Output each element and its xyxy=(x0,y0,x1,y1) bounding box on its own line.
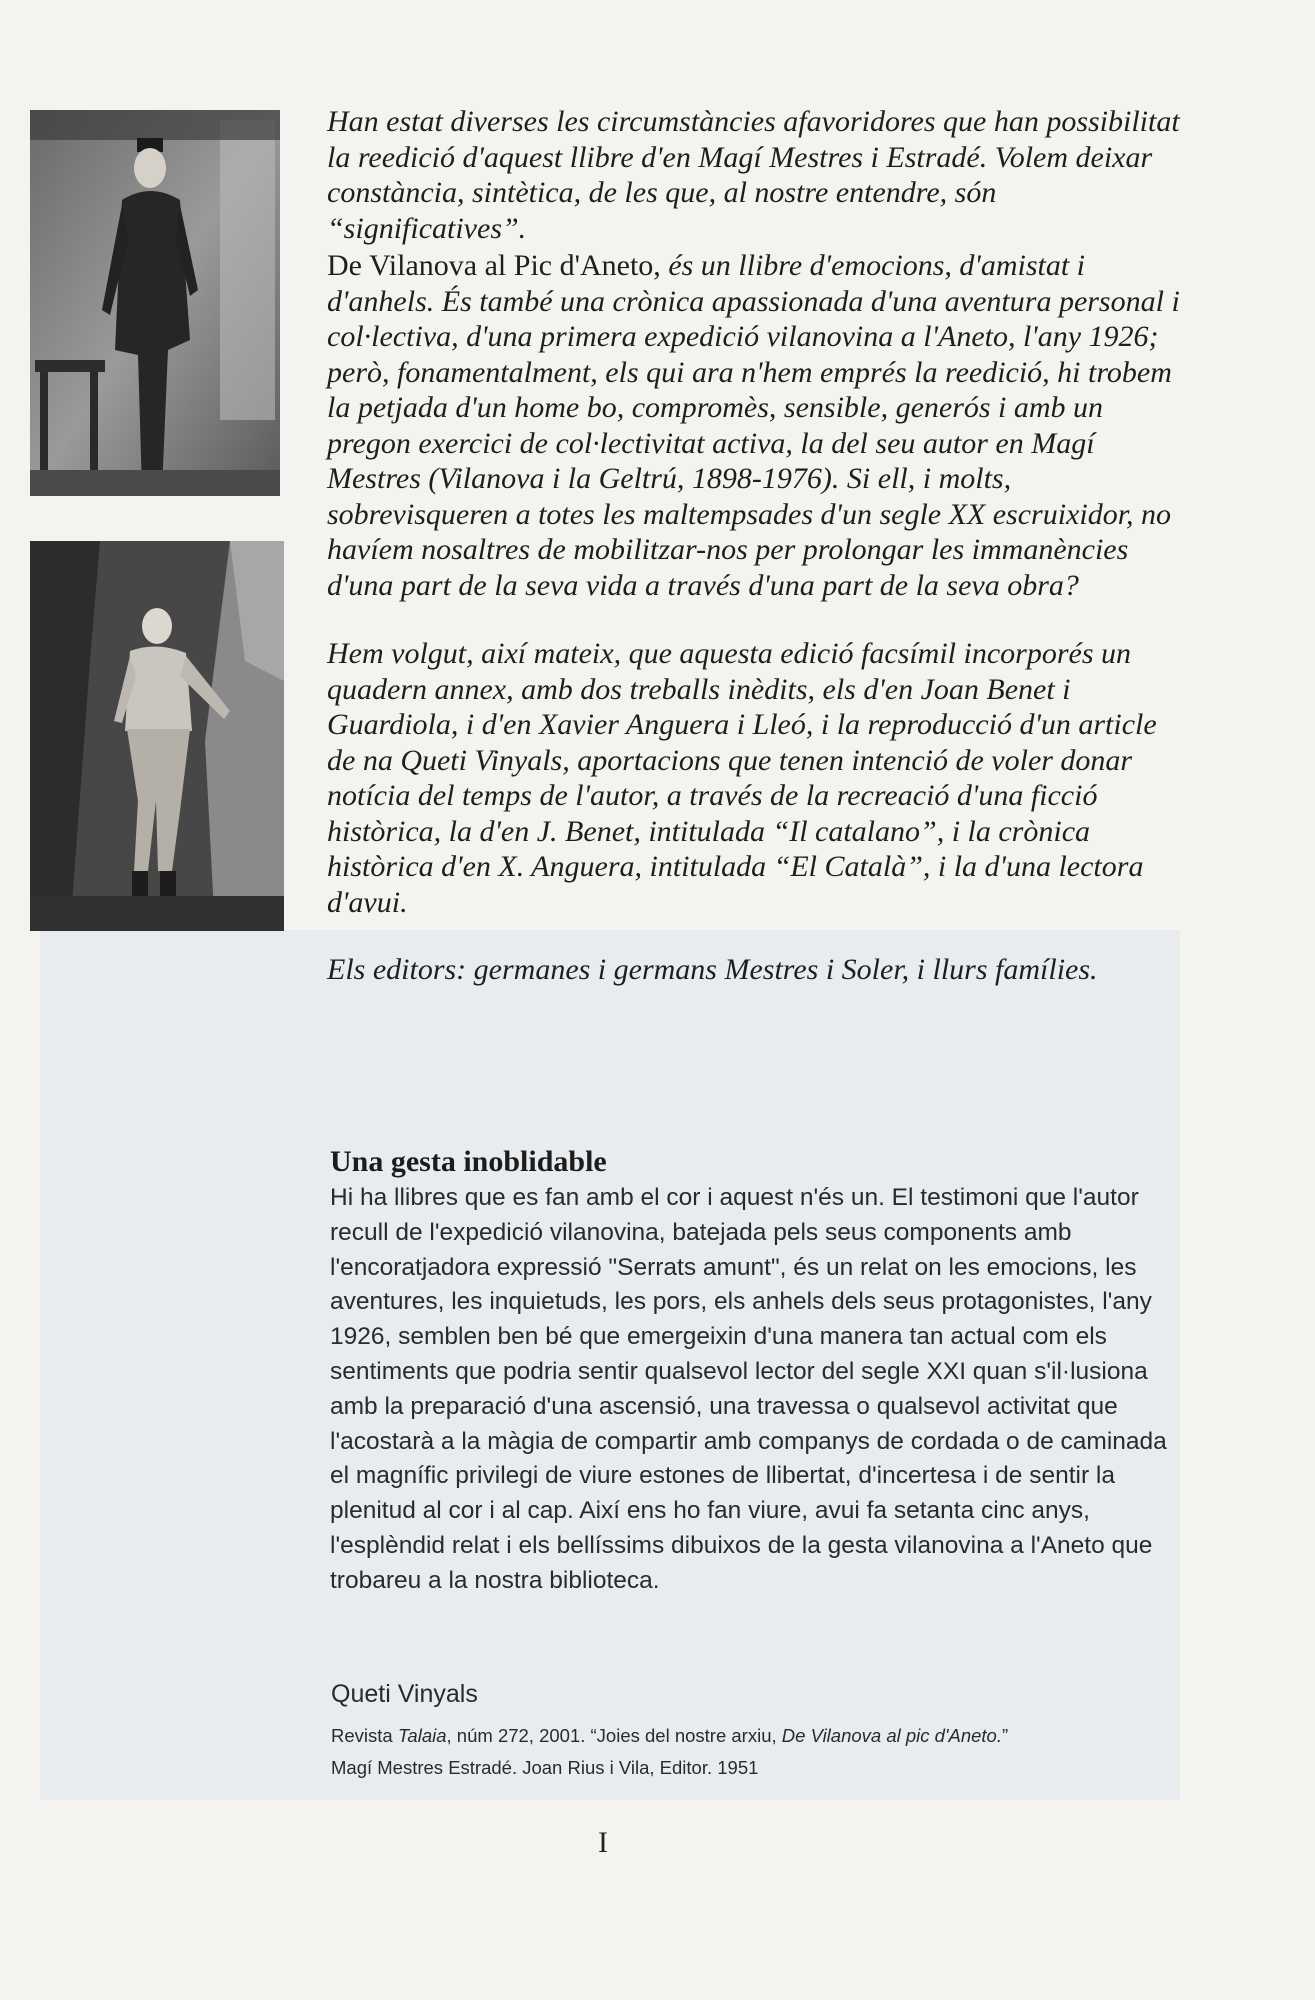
article-author: Queti Vinyals xyxy=(331,1680,478,1708)
book-title: De Vilanova al Pic d'Aneto, xyxy=(327,249,661,282)
reference-prefix: Revista xyxy=(331,1725,398,1746)
editors-signature: Els editors: germanes i germans Mestres i Soler, i llurs famílies. xyxy=(327,953,1098,986)
reference-quote-close: ” xyxy=(1001,1725,1009,1746)
article-section xyxy=(330,1143,1190,1599)
reference-book-title: De Vilanova al pic d'Aneto. xyxy=(781,1725,1002,1746)
intro-paragraph-3: Hem volgut, així mateix, que aquesta edició facsímil incorporés un quadern annex, amb dos treballs inèdits, els d'en Joan Benet i Guardiola, i d'en Xavier Anguera i Lleó, i la reproducció d'un article de na Queti Vinyals, aportacions que tenen intenció de voler donar notícia del temps de l'autor, a través de la recreació d'una ficció històrica, la d'en J. Benet, intitulada “Il catalano”, i la crònica històrica d'en X. Anguera, intitulada “El Català”, i la d'una lectora d'avui. xyxy=(327,637,1157,919)
reference-magazine: Talaia xyxy=(397,1725,447,1746)
article-reference xyxy=(331,1720,1191,1784)
intro-paragraph-2 xyxy=(327,248,1187,603)
intro-paragraph-2-text: és un llibre d'emocions, d'amistat i d'anhels. És també una crònica apassionada d'una aventura personal i col·lectiva, d'una primera expedició vilanovina a l'Aneto, l'any 1926; però, fonamentalment, els qui ara n'hem emprés la reedició, hi trobem la petjada d'un home bo, compromès, sensible, generós i amb un pregon exercici de col·lectivitat activa, la del seu autor en Magí Mestres (Vilanova i la Geltrú, 1898-1976). Si ell, i molts, sobrevisqueren a totes les maltempsades d'un segle XX escruixidor, no havíem nosaltres de mobilitzar-nos per prolongar les immanències d'una part de la seva vida a través d'una part de la seva obra? xyxy=(327,249,1180,602)
reference-issue: , núm 272, 2001. “Joies del nostre arxiu, xyxy=(446,1725,782,1746)
photo-older-man-by-rock xyxy=(30,541,284,931)
reference-line-2: Magí Mestres Estradé. Joan Rius i Vila, Editor. 1951 xyxy=(331,1757,759,1778)
intro-paragraph-1: Han estat diverses les circumstàncies afavoridores que han possibilitat la reedició d'aquest llibre d'en Magí Mestres i Estradé. Volem deixar constància, sintètica, de les que, al nostre entendre, són “significatives”. xyxy=(327,105,1180,245)
photo-young-man-in-uniform xyxy=(30,110,280,496)
article-body: Hi ha llibres que es fan amb el cor i aquest n'és un. El testimoni que l'autor recull de l'expedició vilanovina, batejada pels seus components amb l'encoratjadora expressió "Serrats amunt", és un relat on les emocions, les aventures, les inquietuds, les pors, els anhels dels seus protagonistes, l'any 1926, semblen ben bé que emergeixin d'una manera tan actual com els sentiments que podria sentir qualsevol lector del segle XXI quan s'il·lusiona amb la preparació d'una ascensió, una travessa o qualsevol activitat que l'acostarà a la màgia de compartir amb companys de cordada o de caminada el magnífic privilegi de viure estones de llibertat, d'incertesa i de sentir la plenitud al cor i al cap. Així ens ho fan viure, avui fa setanta cinc anys, l'esplèndid relat i els bellíssims dibuixos de la gesta vilanovina a l'Aneto que trobareu a la nostra biblioteca. xyxy=(330,1184,1167,1594)
reference-line-1 xyxy=(331,1720,1191,1752)
page-number: I xyxy=(598,1826,608,1859)
article-title: Una gesta inoblidable xyxy=(330,1145,607,1178)
